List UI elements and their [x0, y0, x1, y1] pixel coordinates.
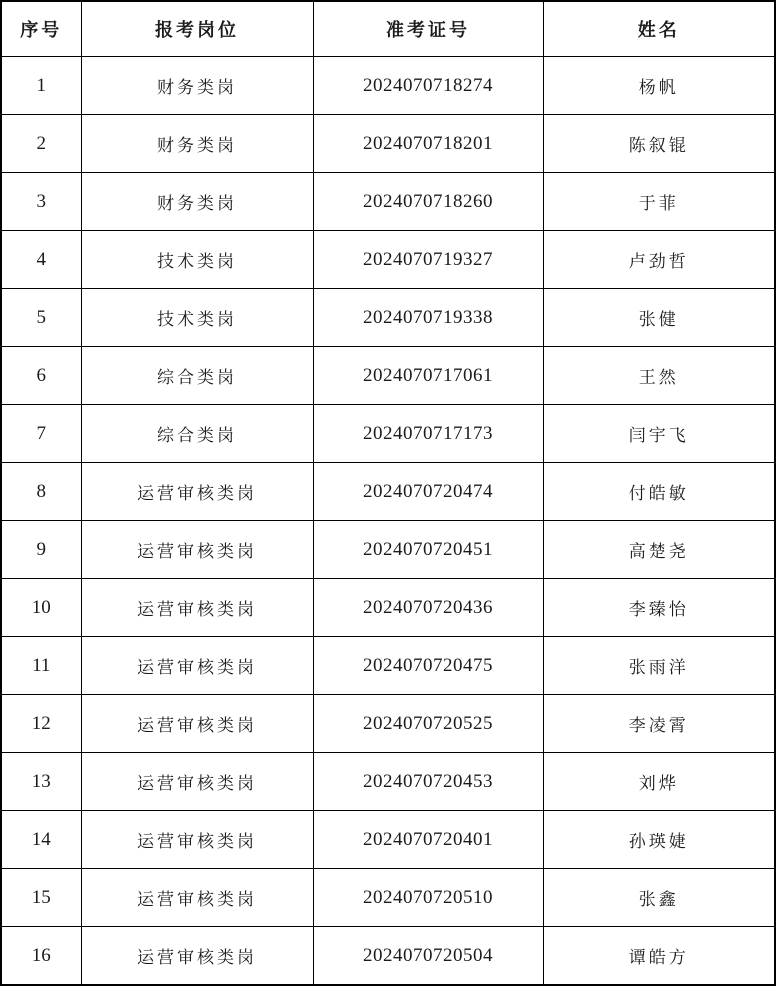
- cell-ticket: 2024070720525: [313, 695, 543, 753]
- cell-ticket: 2024070720504: [313, 927, 543, 986]
- cell-index: 4: [1, 231, 81, 289]
- table-row: [1, 869, 775, 927]
- cell-position: 财务类岗: [81, 115, 313, 173]
- cell-position: 运营审核类岗: [81, 579, 313, 637]
- cell-ticket: 2024070718274: [313, 57, 543, 115]
- cell-index: 7: [1, 405, 81, 463]
- cell-position: 技术类岗: [81, 289, 313, 347]
- header-row: [1, 1, 775, 57]
- table-row: [1, 579, 775, 637]
- cell-position: 运营审核类岗: [81, 811, 313, 869]
- cell-ticket: 2024070720510: [313, 869, 543, 927]
- table-row: [1, 695, 775, 753]
- table-header: [1, 1, 775, 57]
- cell-ticket: 2024070718260: [313, 173, 543, 231]
- cell-position: 技术类岗: [81, 231, 313, 289]
- table-row: [1, 753, 775, 811]
- cell-name: 闫宇飞: [543, 405, 775, 463]
- cell-name: 李臻怡: [543, 579, 775, 637]
- table-row: [1, 811, 775, 869]
- cell-ticket: 2024070719327: [313, 231, 543, 289]
- cell-index: 16: [1, 927, 81, 986]
- cell-index: 11: [1, 637, 81, 695]
- table-row: [1, 463, 775, 521]
- cell-ticket: 2024070718201: [313, 115, 543, 173]
- header-cell-position: 报考岗位: [81, 1, 313, 57]
- cell-position: 运营审核类岗: [81, 927, 313, 986]
- cell-name: 王然: [543, 347, 775, 405]
- cell-position: 财务类岗: [81, 173, 313, 231]
- cell-position: 运营审核类岗: [81, 869, 313, 927]
- table-row: [1, 637, 775, 695]
- cell-index: 3: [1, 173, 81, 231]
- table-row: [1, 115, 775, 173]
- cell-name: 李凌霄: [543, 695, 775, 753]
- cell-name: 刘烨: [543, 753, 775, 811]
- header-cell-name: 姓名: [543, 1, 775, 57]
- cell-position: 财务类岗: [81, 57, 313, 115]
- cell-name: 卢劲哲: [543, 231, 775, 289]
- cell-name: 高楚尧: [543, 521, 775, 579]
- cell-name: 谭皓方: [543, 927, 775, 986]
- cell-index: 10: [1, 579, 81, 637]
- cell-ticket: 2024070720474: [313, 463, 543, 521]
- cell-index: 6: [1, 347, 81, 405]
- cell-ticket: 2024070720451: [313, 521, 543, 579]
- cell-position: 运营审核类岗: [81, 521, 313, 579]
- cell-index: 2: [1, 115, 81, 173]
- table-row: [1, 173, 775, 231]
- cell-name: 张雨洋: [543, 637, 775, 695]
- cell-name: 付皓敏: [543, 463, 775, 521]
- header-cell-ticket: 准考证号: [313, 1, 543, 57]
- cell-name: 陈叙锟: [543, 115, 775, 173]
- table-body: [1, 57, 775, 986]
- cell-index: 15: [1, 869, 81, 927]
- cell-name: 于菲: [543, 173, 775, 231]
- table-row: [1, 231, 775, 289]
- table-row: [1, 347, 775, 405]
- cell-position: 综合类岗: [81, 405, 313, 463]
- cell-position: 运营审核类岗: [81, 695, 313, 753]
- cell-index: 13: [1, 753, 81, 811]
- cell-index: 1: [1, 57, 81, 115]
- cell-position: 运营审核类岗: [81, 637, 313, 695]
- cell-ticket: 2024070720475: [313, 637, 543, 695]
- cell-index: 14: [1, 811, 81, 869]
- cell-name: 杨帆: [543, 57, 775, 115]
- header-cell-index: 序号: [1, 1, 81, 57]
- cell-name: 张健: [543, 289, 775, 347]
- cell-position: 运营审核类岗: [81, 463, 313, 521]
- cell-ticket: 2024070720401: [313, 811, 543, 869]
- table-row: [1, 521, 775, 579]
- table-row: [1, 405, 775, 463]
- cell-name: 张鑫: [543, 869, 775, 927]
- cell-ticket: 2024070717173: [313, 405, 543, 463]
- cell-index: 9: [1, 521, 81, 579]
- cell-index: 8: [1, 463, 81, 521]
- cell-position: 运营审核类岗: [81, 753, 313, 811]
- table-row: [1, 57, 775, 115]
- cell-ticket: 2024070720436: [313, 579, 543, 637]
- cell-name: 孙瑛婕: [543, 811, 775, 869]
- cell-index: 12: [1, 695, 81, 753]
- cell-index: 5: [1, 289, 81, 347]
- cell-ticket: 2024070719338: [313, 289, 543, 347]
- table-row: [1, 289, 775, 347]
- cell-ticket: 2024070720453: [313, 753, 543, 811]
- table-row: [1, 927, 775, 986]
- cell-ticket: 2024070717061: [313, 347, 543, 405]
- cell-position: 综合类岗: [81, 347, 313, 405]
